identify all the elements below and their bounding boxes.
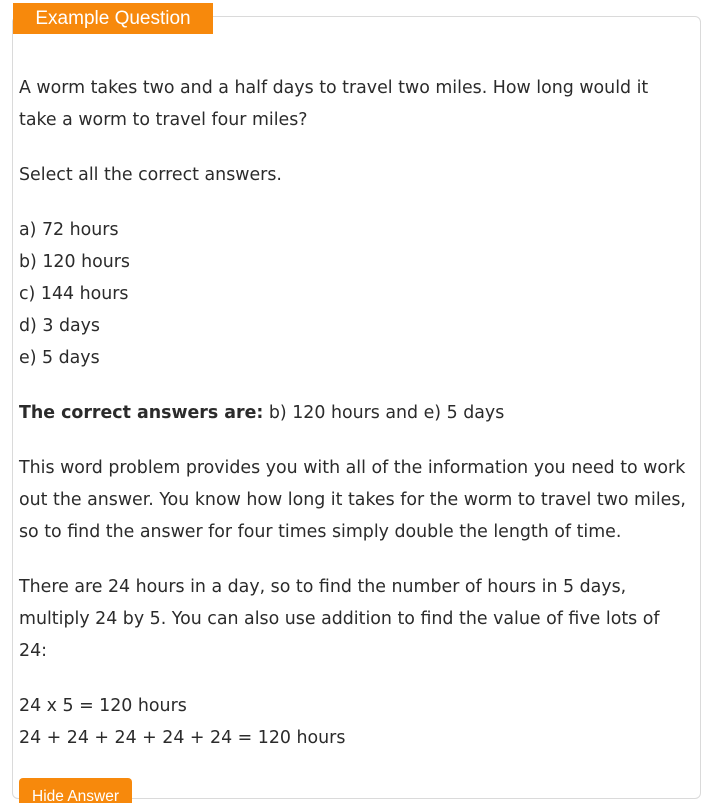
explanation-paragraph-2: There are 24 hours in a day, so to find the number of hours in 5 days, multiply 24 by 5. You can also use addition to find the value of five lots of 24: (19, 577, 660, 661)
hide-answer-button[interactable]: Hide Answer (19, 778, 132, 803)
equations (19, 690, 691, 754)
equation-addition: 24 + 24 + 24 + 24 + 24 = 120 hours (19, 728, 346, 748)
correct-answer-line (19, 397, 691, 429)
equation-multiplication: 24 x 5 = 120 hours (19, 696, 187, 716)
correct-answer-label: The correct answers are: (19, 403, 264, 423)
explanation-paragraph-1: This word problem provides you with all of the information you need to work out the answer. You know how long it takes for the worm to travel two miles, so to find the answer for four times simply double the length of time. (19, 458, 686, 542)
question-content (19, 72, 691, 803)
example-question-tag: Example Question (13, 3, 213, 34)
option-c: c) 144 hours (19, 284, 129, 304)
option-a: a) 72 hours (19, 220, 119, 240)
option-d: d) 3 days (19, 316, 100, 336)
answer-options (19, 214, 691, 374)
question-text: A worm takes two and a half days to travel two miles. How long would it take a worm to travel four miles? (19, 78, 649, 130)
option-b: b) 120 hours (19, 252, 130, 272)
option-e: e) 5 days (19, 348, 100, 368)
correct-answer-value: b) 120 hours and e) 5 days (263, 403, 505, 423)
question-instruction: Select all the correct answers. (19, 165, 282, 185)
